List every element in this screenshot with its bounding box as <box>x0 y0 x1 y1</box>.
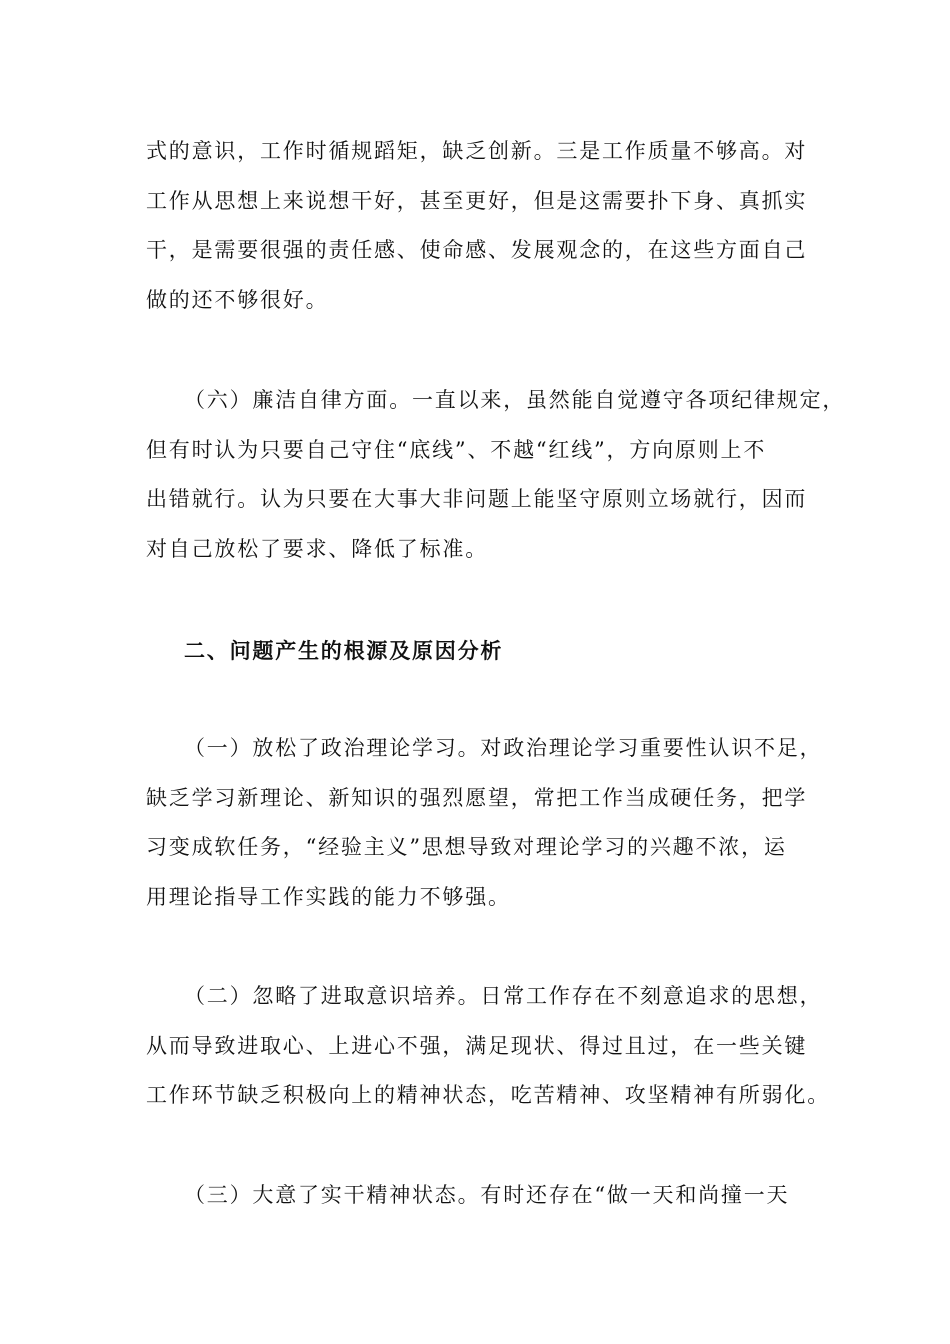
text-line: 工作从思想上来说想干好，甚至更好，但是这需要扑下身、真抓实 <box>146 188 808 213</box>
text-line: 用理论指导工作实践的能力不够强。 <box>146 884 511 909</box>
text-line: （六）廉洁自律方面。一直以来，虽然能自觉遵守各项纪律规定， <box>184 388 846 412</box>
text-line: 对自己放松了要求、降低了标准。 <box>146 536 488 561</box>
paragraph-integrity <box>146 376 846 574</box>
text-line: （一）放松了政治理论学习。对政治理论学习重要性认识不足， <box>184 736 823 760</box>
text-line: 出错就行。认为只要在大事大非问题上能坚守原则立场就行，因而 <box>146 487 808 511</box>
text-line: 缺乏学习新理论、新知识的强烈愿望，常把工作当成硬任务，把学 <box>146 785 808 810</box>
paragraph-practical-spirit <box>146 1171 812 1221</box>
text-line: 从而导致进取心、上进心不强，满足现状、得过且过，在一些关键 <box>146 1033 808 1058</box>
text-line: 做的还不够很好。 <box>146 287 329 312</box>
paragraph-continuation <box>146 127 812 325</box>
paragraph-theory-study <box>146 724 823 922</box>
text-line: （二）忽略了进取意识培养。日常工作存在不刻意追求的思想， <box>184 984 823 1008</box>
text-line: 式的意识，工作时循规蹈矩，缺乏创新。三是工作质量不够高。对 <box>146 139 808 163</box>
text-line: 但有时认为只要自己守住“底线”、不越“红线”，方向原则上不 <box>146 437 767 462</box>
text-line: 习变成软任务，“经验主义”思想导致对理论学习的兴趣不浓，运 <box>146 835 787 859</box>
section-heading: 二、问题产生的根源及原因分析 <box>184 638 504 663</box>
text-line: （三）大意了实干精神状态。有时还存在“做一天和尚撞一天 <box>184 1183 790 1207</box>
text-line: 干，是需要很强的责任感、使命感、发展观念的，在这些方面自己 <box>146 238 808 262</box>
paragraph-enterprise <box>146 972 830 1121</box>
text-line: 工作环节缺乏积极向上的精神状态，吃苦精神、攻坚精神有所弱化。 <box>146 1083 830 1107</box>
